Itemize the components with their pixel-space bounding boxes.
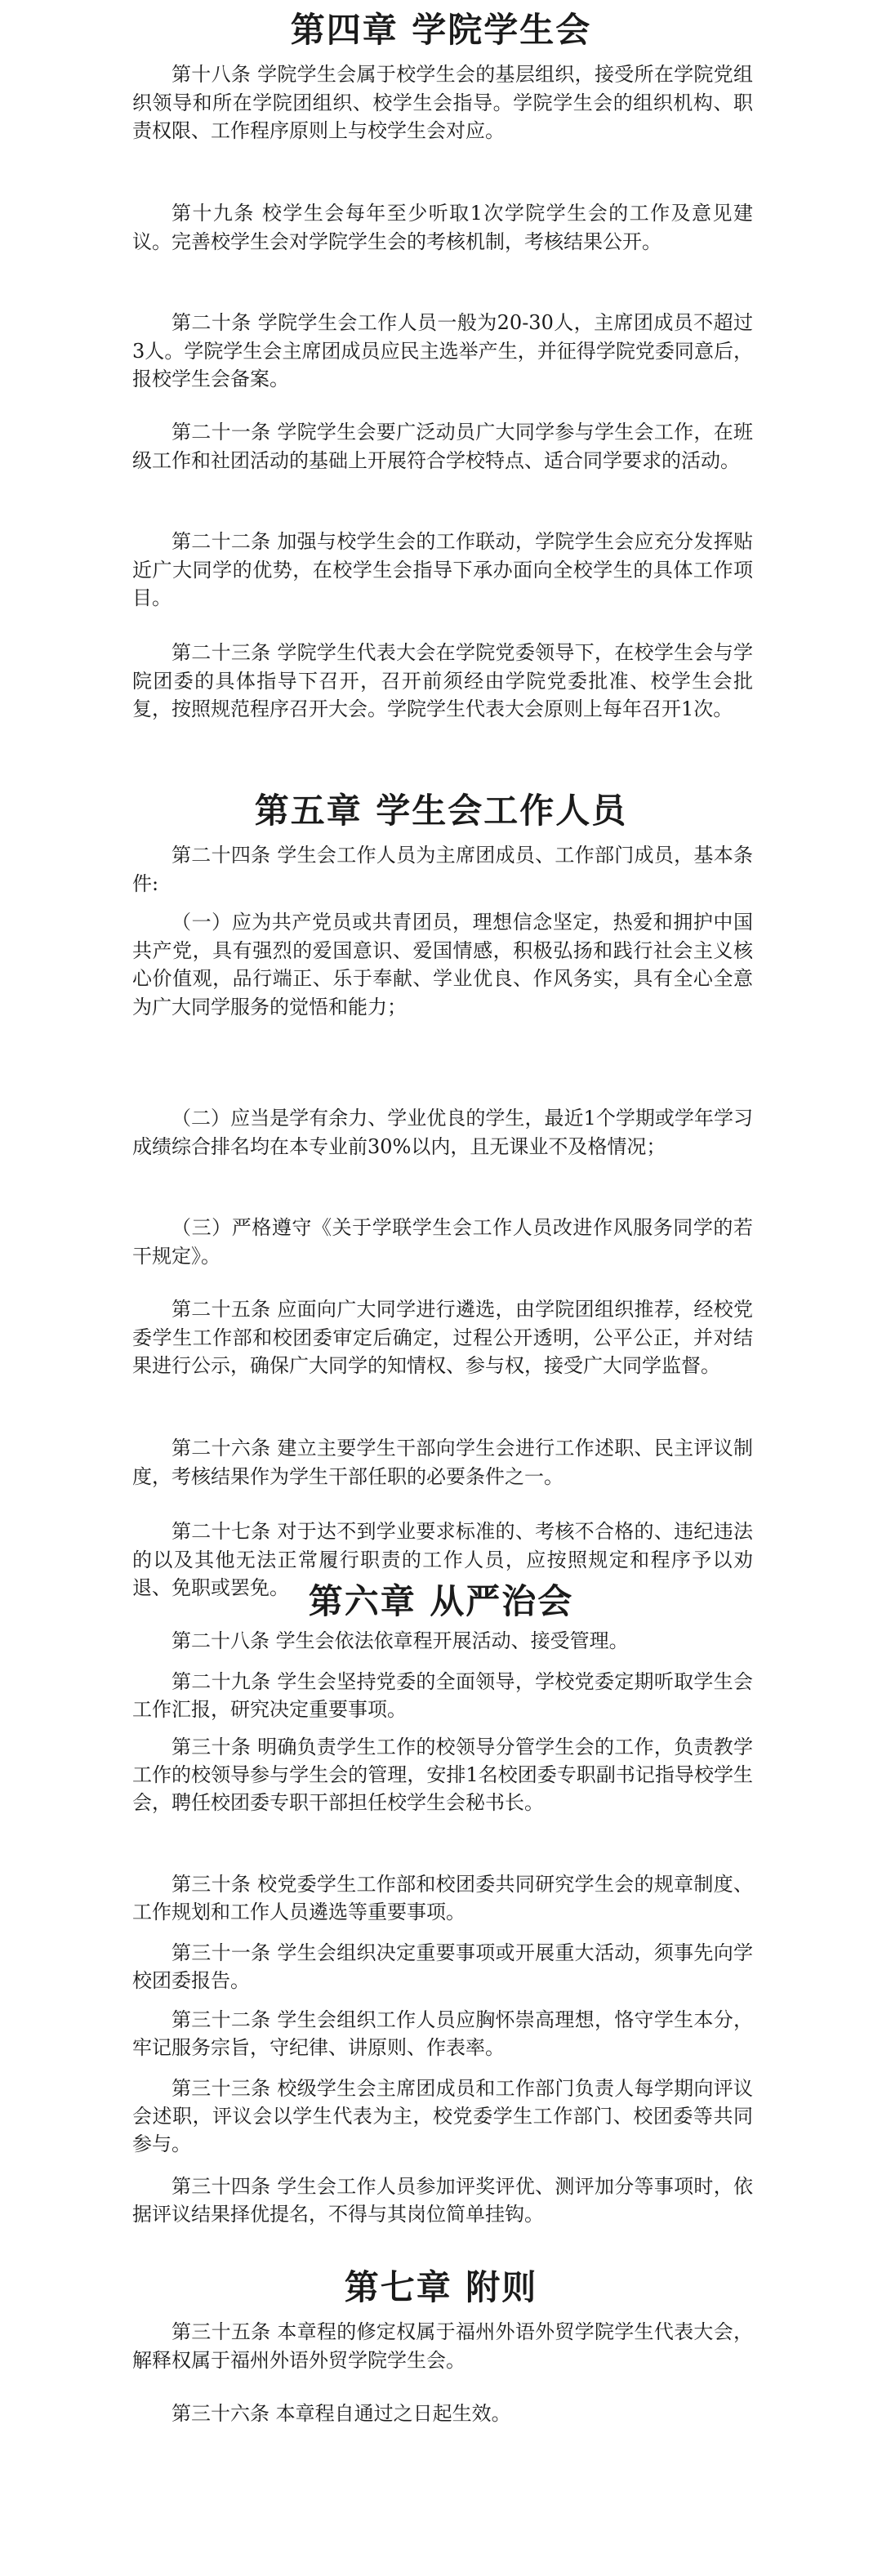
article-20: 第二十条 学院学生会工作人员一般为20-30人，主席团成员不超过3人。学院学生会主席团成员应民主选举产生，并征得学院党委同意后，报校学生会备案。 <box>132 311 753 390</box>
article-26: 第二十六条 建立主要学生干部向学生会进行工作述职、民主评议制度，考核结果作为学生干部任职的必要条件之一。 <box>132 1437 753 1488</box>
condition-3: （三）严格遵守《关于学联学生会工作人员改进作风服务同学的若干规定》。 <box>132 1216 753 1268</box>
chapter-4-title: 第四章 学院学生会 <box>290 10 592 50</box>
article-30: 第三十条 明确负责学生工作的校领导分管学生会的工作，负责教学工作的校领导参与学生会的管理，安排1名校团委专职副书记指导校学生会，聘任校团委专职干部担任校学生会秘书长。 <box>132 1736 753 1814</box>
condition-2: （二）应当是学有余力、学业优良的学生，最近1个学期或学年学习成绩综合排名均在本专业前30%以内，且无课业不及格情况； <box>132 1107 753 1158</box>
article-30b: 第三十条 校党委学生工作部和校团委共同研究学生会的规章制度、工作规划和工作人员遴选等重要事项。 <box>132 1873 753 1923</box>
chapter-6-title: 第六章 从严治会 <box>308 1581 574 1621</box>
article-27: 第二十七条 对于达不到学业要求标准的、考核不合格的、违纪违法的以及其他无法正常履行职责的工作人员，应按照规定和程序予以劝退、免职或罢免。 <box>132 1520 753 1599</box>
article-33: 第三十三条 校级学生会主席团成员和工作部门负责人每学期向评议会述职，评议会以学生代表为主，校党委学生工作部门、校团委等共同参与。 <box>132 2077 753 2155</box>
article-32: 第三十二条 学生会组织工作人员应胸怀崇高理想，恪守学生本分，牢记服务宗旨，守纪律、讲原则、作表率。 <box>132 2008 753 2059</box>
article-31: 第三十一条 学生会组织决定重要事项或开展重大活动，须事先向学校团委报告。 <box>132 1941 753 1992</box>
chapter-5-title: 第五章 学生会工作人员 <box>254 791 628 831</box>
article-34: 第三十四条 学生会工作人员参加评奖评优、测评加分等事项时，依据评议结果择优提名，不得与其岗位简单挂钩。 <box>132 2175 753 2226</box>
article-24: 第二十四条 学生会工作人员为主席团成员、工作部门成员，基本条件: <box>132 844 753 895</box>
article-19: 第十九条 校学生会每年至少听取1次学院学生会的工作及意见建议。完善校学生会对学院学生会的考核机制，考核结果公开。 <box>132 202 753 253</box>
article-36: 第三十六条 本章程自通过之日起生效。 <box>172 2402 511 2425</box>
article-23: 第二十三条 学院学生代表大会在学院党委领导下，在校学生会与学院团委的具体指导下召开，召开前须经由学院党委批准、校学生会批复，按照规范程序召开大会。学院学生代表大会原则上每年召开1次。 <box>132 641 753 720</box>
article-35: 第三十五条 本章程的修定权属于福州外语外贸学院学生代表大会，解释权属于福州外语外贸学院学生会。 <box>132 2320 753 2372</box>
article-22: 第二十二条 加强与校学生会的工作联动，学院学生会应充分发挥贴近广大同学的优势，在校学生会指导下承办面向全校学生的具体工作项目。 <box>132 530 753 609</box>
chapter-7-title: 第七章 附则 <box>344 2267 538 2307</box>
condition-1: （一）应为共产党员或共青团员，理想信念坚定，热爱和拥护中国共产党，具有强烈的爱国意识、爱国情感，积极弘扬和践行社会主义核心价值观，品行端正、乐于奉献、学业优良、作风务实，具有全心全意为广大同学服务的觉悟和能力； <box>132 911 753 1018</box>
article-28: 第二十八条 学生会依法依章程开展活动、接受管理。 <box>172 1629 629 1652</box>
article-29: 第二十九条 学生会坚持党委的全面领导，学校党委定期听取学生会工作汇报，研究决定重要事项。 <box>132 1670 753 1721</box>
article-18: 第十八条 学院学生会属于校学生会的基层组织，接受所在学院党组织领导和所在学院团组织、校学生会指导。学院学生会的组织机构、职责权限、工作程序原则上与校学生会对应。 <box>132 63 753 142</box>
article-21: 第二十一条 学院学生会要广泛动员广大同学参与学生会工作，在班级工作和社团活动的基础上开展符合学校特点、适合同学要求的活动。 <box>132 421 753 472</box>
article-25: 第二十五条 应面向广大同学进行遴选，由学院团组织推荐，经校党委学生工作部和校团委审定后确定，过程公开透明，公平公正，并对结果进行公示，确保广大同学的知情权、参与权，接受广大同学监督。 <box>132 1298 753 1377</box>
